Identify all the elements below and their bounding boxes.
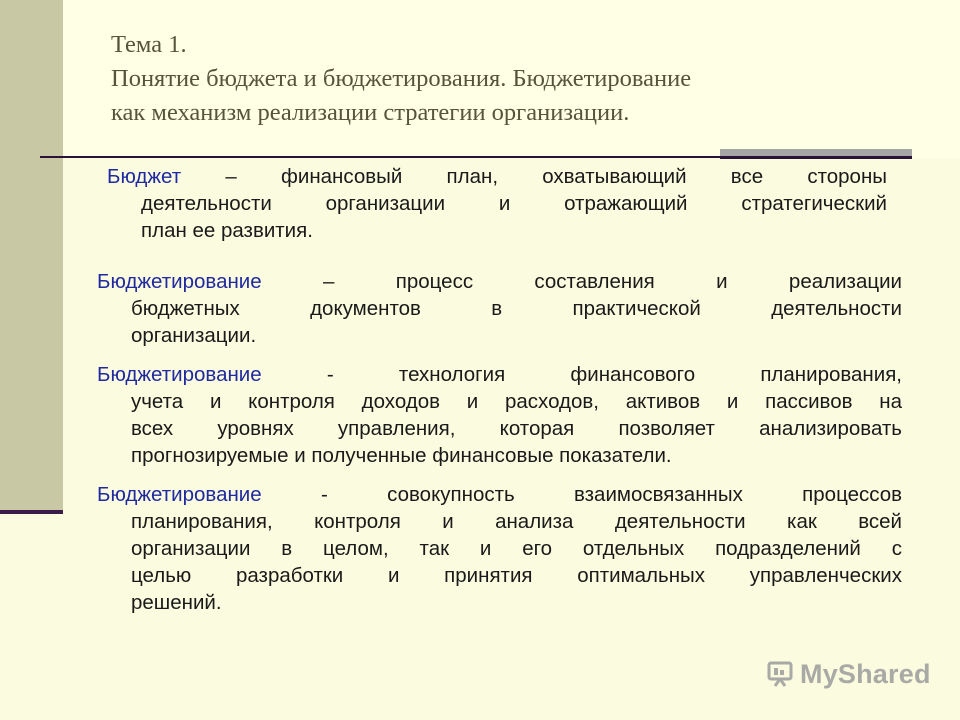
watermark-logo [766, 657, 931, 691]
definition-text: планирования, контроля и анализа деятельности как всей [131, 510, 902, 533]
definition-budgeting-processes [97, 481, 902, 616]
definition-text: – процесс составления и реализации [261, 270, 902, 293]
definition-text: организации в целом, так и его отдельных подразделений с [131, 537, 902, 560]
title-line: Тема 1. [111, 31, 187, 58]
definition-text: план ее развития. [141, 219, 313, 242]
definition-text: бюджетных документов в практической деятельности [131, 297, 902, 320]
title-line: как механизм реализации стратегии организации. [111, 99, 630, 126]
title-divider-accent-line [720, 156, 912, 159]
left-decorative-bar [0, 0, 63, 512]
definition-budget [107, 163, 887, 244]
definition-term: Бюджетирование [97, 363, 262, 386]
definition-budgeting-process [97, 268, 902, 349]
slide-title [111, 28, 931, 130]
definition-text: организации. [131, 324, 257, 347]
definition-text: - технология финансового планирования, [261, 363, 902, 386]
title-line: Понятие бюджета и бюджетирования. Бюджетирование [111, 65, 692, 92]
definition-term: Бюджет [107, 165, 182, 188]
definition-term: Бюджетирование [97, 483, 262, 506]
definition-text: всех уровнях управления, которая позволяет анализировать [131, 417, 902, 440]
definition-text: решений. [131, 591, 222, 614]
definition-text: - совокупность взаимосвязанных процессов [261, 483, 902, 506]
definition-text: целью разработки и принятия оптимальных управленческих [131, 564, 902, 587]
definition-text: учета и контроля доходов и расходов, активов и пассивов на [131, 390, 902, 413]
definition-text: – финансовый план, охватывающий все стороны [181, 165, 887, 188]
definition-budgeting-technology [97, 361, 902, 469]
watermark-text: MyShared [800, 658, 931, 689]
definition-text: деятельности организации и отражающий стратегический [141, 192, 887, 215]
definition-term: Бюджетирование [97, 270, 262, 293]
presentation-board-icon [766, 660, 794, 688]
definition-text: прогнозируемые и полученные финансовые показатели. [131, 444, 672, 467]
left-rule [0, 510, 63, 514]
